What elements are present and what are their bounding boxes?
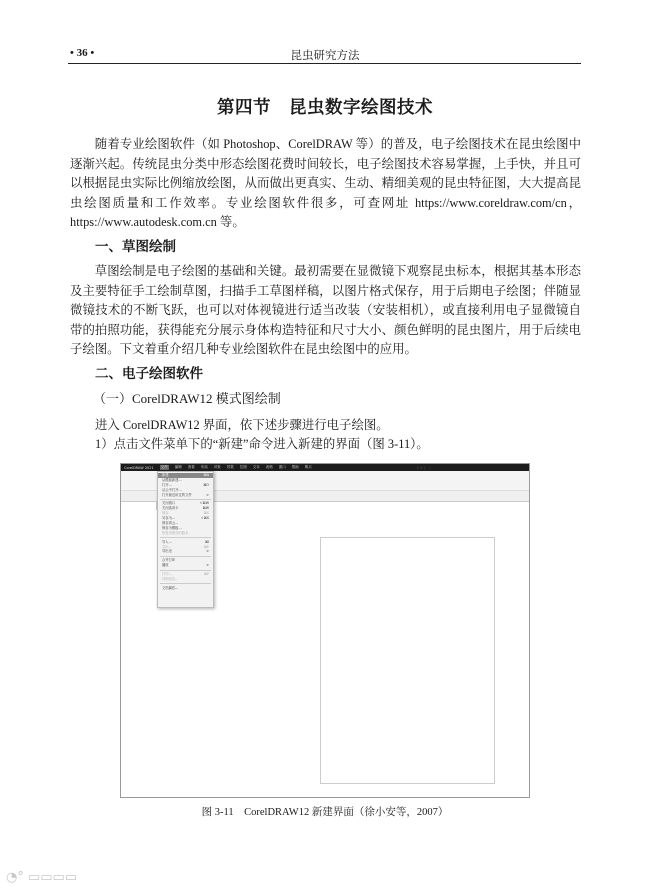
watermark-logo: ◔° ▭▭▭▭	[6, 870, 78, 885]
menu-separator	[160, 499, 211, 500]
menu-item-label: 合并打印	[162, 558, 176, 563]
menu-separator	[160, 537, 211, 538]
body-line: 1）点击文件菜单下的“新建”命令进入新建的界面（图 3-11）。	[95, 437, 429, 451]
section-heading: 一、草图绘制	[95, 239, 176, 255]
menu-item-label: 从模板新建...	[162, 477, 182, 482]
menubar-item[interactable]: 文件	[160, 465, 168, 469]
menubar-item[interactable]: 效果	[226, 465, 234, 469]
menu-separator	[160, 556, 211, 557]
running-header: 昆虫研究方法	[290, 50, 360, 62]
menu-item-shortcut: ⌘O	[203, 482, 209, 487]
chapter-title: 第四节 昆虫数字绘图技术	[217, 98, 433, 118]
menu-item-shortcut: ⌘P	[203, 572, 209, 577]
left-panel	[121, 502, 157, 510]
page-number: • 36 •	[70, 47, 95, 59]
menu-item-label: 保存为模板...	[162, 525, 182, 530]
menu-item-label: 文档属性...	[162, 585, 179, 590]
menu-item-label: 导出至	[162, 549, 172, 554]
menu-item[interactable]	[158, 549, 213, 554]
menubar-item[interactable]: 位图	[239, 465, 247, 469]
menu-item-label: 导出...	[162, 544, 172, 549]
menu-separator	[160, 570, 211, 571]
body-line: 进入 CorelDRAW12 界面，依下述步骤进行电子绘图。	[95, 418, 389, 432]
menu-item-label: 恢复到保存的版本	[162, 530, 189, 535]
menu-item[interactable]	[158, 531, 213, 536]
menu-item[interactable]	[158, 577, 213, 582]
menubar-item[interactable]: 查看	[187, 465, 195, 469]
menu-item-label: 关闭窗口	[162, 501, 176, 506]
menu-item-shortcut: ⌘E	[203, 544, 209, 549]
menubar-item[interactable]: 编辑	[174, 465, 182, 469]
menu-item-label: 播放	[162, 563, 169, 568]
menu-item-label: 打印...	[162, 572, 172, 577]
file-menu-dropdown	[157, 471, 214, 608]
menu-item-shortcut: ⌘W	[202, 506, 209, 511]
menu-item-shortcut: ⌘I	[204, 539, 209, 544]
menubar-item[interactable]: 对象	[213, 465, 221, 469]
menubar-item[interactable]: 表格	[265, 465, 273, 469]
figure-screenshot	[120, 463, 530, 798]
menu-item-shortcut: ⌘S	[203, 511, 209, 516]
menu-item-label: 打开最近用过的文件	[162, 492, 192, 497]
intro-paragraph: 随着专业绘图软件（如 Photoshop、CorelDRAW 等）的普及，电子绘图技术在昆虫绘图中逐渐兴起。传统昆虫分类中形态绘图花费时间较长，电子绘图技术容易掌握，上手快，并且可以根据昆虫实际比例缩放绘图，从而做出更真实、生动、精细美观的昆虫特征图，大大提高昆虫绘图质量和工作效率。专业绘图软件很多，可查网址 https://www.coreldraw.com/cn，https://www.autodesk.com.cn 等。	[70, 137, 581, 230]
menu-item-shortcut: ⇧⌘W	[199, 501, 209, 506]
section-heading: 二、电子绘图软件	[95, 366, 203, 382]
app-menubar	[121, 464, 529, 471]
document-page	[320, 537, 495, 784]
section-paragraph: 草图绘制是电子绘图的基础和关键。最初需要在显微镜下观察昆虫标本，根据其基本形态及主要特征手工绘制草图，扫描手工草图样稿，以图片格式保存，用于后期电子绘图；伴随显微镜技术的不断飞跃，也可以对体视镜进行适当改装（安装相机），或直接利用电子显微镜自带的拍照功能，获得能充分展示身体构造特征和尺寸大小、颜色鲜明的昆虫图片，用于后续电子绘图。下文着重介绍几种专业绘图软件在昆虫绘图中的应用。	[70, 264, 581, 357]
figure-caption: 图 3-11 CorelDRAW12 新建界面（徐小安等，2007）	[201, 807, 449, 818]
menu-item-shortcut: >	[206, 492, 209, 497]
menu-item-label: 新建	[162, 473, 169, 477]
menu-item[interactable]	[158, 586, 213, 591]
menubar-item[interactable]: CorelDRAW 2021	[124, 465, 154, 470]
menu-item-shortcut: ⌘N	[203, 473, 209, 477]
subsection-heading: （一）CorelDRAW12 模式图绘制	[93, 391, 281, 406]
menubar-item[interactable]: 帮助	[291, 465, 299, 469]
menubar-item[interactable]: 窗口	[278, 465, 286, 469]
menu-item-label: 关闭选项卡	[162, 506, 179, 511]
menu-item-label: 保存到云...	[162, 521, 179, 526]
menu-item-label: 保存	[162, 511, 169, 516]
menu-item[interactable]	[158, 493, 213, 498]
menubar-item[interactable]: 文本	[252, 465, 260, 469]
document-title: 未命名 -1	[416, 466, 432, 470]
menu-item-shortcut: ⇧⌘S	[200, 516, 209, 521]
menu-item-label: 打开...	[162, 482, 172, 487]
menu-item[interactable]	[158, 563, 213, 568]
menu-item-label: 导入...	[162, 539, 172, 544]
menu-item-label: 从云中打开...	[162, 487, 182, 492]
menubar-item[interactable]: 购买	[304, 465, 312, 469]
menu-item-shortcut: >	[206, 549, 209, 554]
menu-item-label: 详细信息...	[162, 577, 179, 582]
menu-item-shortcut: >	[206, 563, 209, 568]
menubar-item[interactable]: 布局	[200, 465, 208, 469]
header-rule	[68, 63, 581, 64]
menu-separator	[160, 583, 211, 584]
menu-item-label: 另存为...	[162, 516, 176, 521]
